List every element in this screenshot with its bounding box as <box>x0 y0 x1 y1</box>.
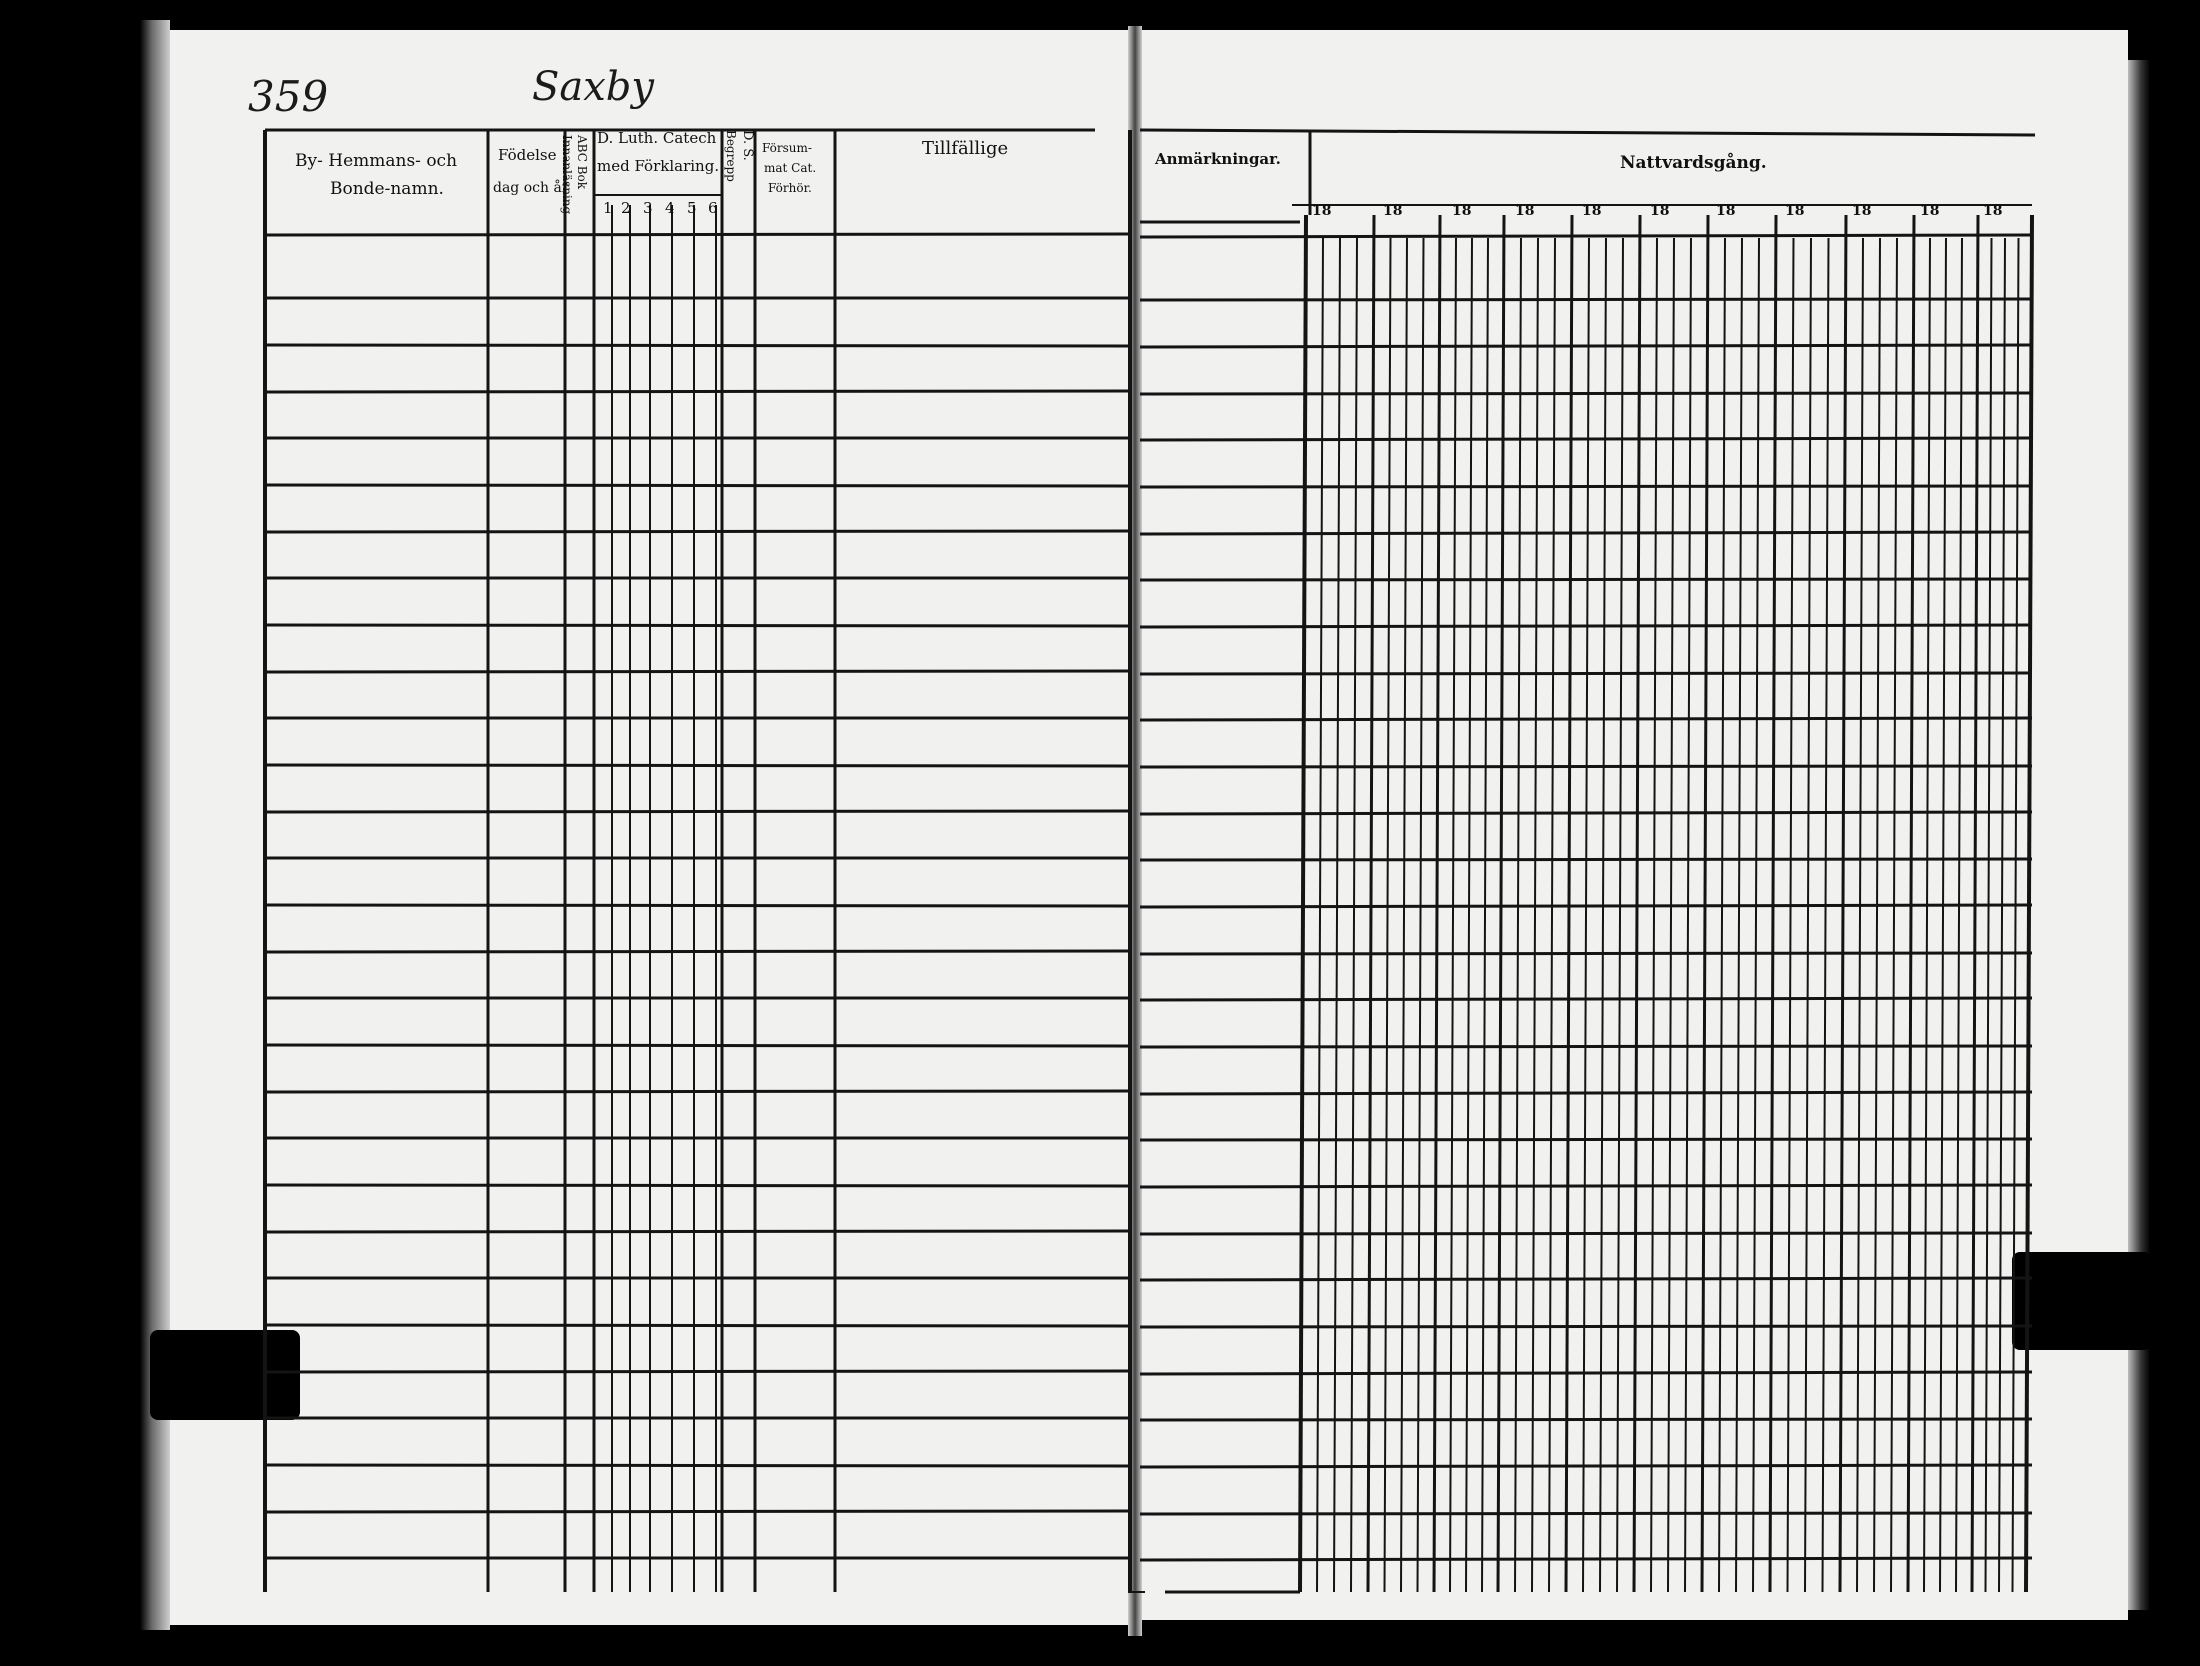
header-ds: D. S. <box>740 130 755 161</box>
right-row-rule <box>1140 1326 2032 1327</box>
luth-number-1: 1 <box>603 199 613 217</box>
year-label-7: 18 <box>1716 203 1736 219</box>
left-row-rule <box>265 531 1130 532</box>
year-label-4: 18 <box>1515 203 1535 219</box>
right-row-rule <box>1140 625 2032 627</box>
nattvard-subcolumn-rule <box>1401 238 1407 1592</box>
right-row-rule <box>1140 438 2032 440</box>
luth-number-3: 3 <box>643 199 653 217</box>
header-name-line1: By- Hemmans- och <box>295 151 458 171</box>
year-label-2: 18 <box>1383 203 1403 219</box>
nattvard-group-rule <box>1634 215 1640 1592</box>
left-row-rule <box>265 905 1130 906</box>
nattvard-group-rule <box>1434 215 1440 1592</box>
nattvard-group-rule <box>1770 215 1776 1592</box>
header-luth-line1: D. Luth. Catech <box>597 129 717 147</box>
right-row-rule <box>1140 1139 2032 1140</box>
right-row-rule <box>1140 1513 2032 1514</box>
right-row-rule <box>1140 1419 2032 1420</box>
nattvard-group-rule <box>2026 215 2032 1592</box>
nattvard-subcolumn-rule <box>1651 238 1657 1592</box>
header-begrepp: Begrepp <box>724 130 738 182</box>
nattvard-subcolumn-rule <box>1515 238 1521 1592</box>
right-row-rule <box>1140 235 2032 237</box>
year-label-8: 18 <box>1785 203 1805 219</box>
nattvard-subcolumn-rule <box>1891 238 1897 1592</box>
page-number: 359 <box>248 72 329 121</box>
header-abc-book: ABC Bok <box>575 135 589 190</box>
left-row-rule <box>265 234 1130 235</box>
nattvard-subcolumn-rule <box>1466 238 1472 1592</box>
left-row-rule <box>265 625 1130 626</box>
nattvard-subcolumn-rule <box>1753 238 1759 1592</box>
year-label-10: 18 <box>1920 203 1940 219</box>
left-row-rule <box>265 1325 1130 1326</box>
nattvard-subcolumn-rule <box>1719 238 1725 1592</box>
year-label-6: 18 <box>1650 203 1670 219</box>
nattvard-subcolumn-rule <box>1823 238 1829 1592</box>
nattvard-group-rule <box>1702 215 1708 1592</box>
right-row-rule <box>1140 579 2032 580</box>
nattvard-subcolumn-rule <box>1736 238 1742 1592</box>
right-row-rule <box>1140 905 2032 907</box>
header-name-line2: Bonde-namn. <box>330 179 444 199</box>
nattvard-group-rule <box>1566 215 1572 1592</box>
header-birth-line2: dag och år <box>493 180 569 196</box>
right-row-rule <box>1140 299 2032 300</box>
right-top-rule <box>1140 130 2035 135</box>
right-row-rule <box>1140 1465 2032 1467</box>
nattvard-subcolumn-rule <box>1956 238 1962 1592</box>
right-row-rule <box>1140 532 2032 534</box>
left-row-rule <box>265 1185 1130 1186</box>
right-row-rule <box>1140 393 2032 394</box>
nattvard-group-rule <box>1300 215 1306 1592</box>
left-row-rule <box>265 391 1130 392</box>
left-row-rule <box>265 1091 1130 1092</box>
nattvard-subcolumn-rule <box>1482 238 1488 1592</box>
year-label-5: 18 <box>1582 203 1602 219</box>
nattvard-subcolumn-rule <box>1351 238 1357 1592</box>
left-row-rule <box>265 485 1130 486</box>
nattvard-subcolumn-rule <box>1334 238 1340 1592</box>
luth-number-6: 6 <box>708 199 718 217</box>
header-forsum-line1: Försum- <box>762 141 812 155</box>
nattvard-subcolumn-rule <box>1450 238 1456 1592</box>
nattvard-subcolumn-rule <box>1685 238 1691 1592</box>
right-row-rule <box>1140 998 2032 1000</box>
year-label-3: 18 <box>1452 203 1472 219</box>
nattvard-subcolumn-rule <box>1532 238 1538 1592</box>
nattvard-group-rule <box>1368 215 1374 1592</box>
header-reading: Innanläsning <box>560 135 574 215</box>
right-row-rule <box>1140 1558 2032 1560</box>
left-row-rule <box>265 1371 1130 1372</box>
header-tillfallige: Tillfällige <box>922 138 1009 159</box>
luth-number-4: 4 <box>665 199 675 217</box>
right-row-rule <box>1140 486 2032 487</box>
nattvard-subcolumn-rule <box>1940 238 1946 1592</box>
place-name: Saxby <box>532 64 655 110</box>
header-birth-line1: Födelse <box>498 146 557 164</box>
nattvard-subcolumn-rule <box>1999 238 2005 1592</box>
header-nattvardsgang: Nattvardsgång. <box>1620 153 1767 173</box>
nattvard-subcolumn-rule <box>1583 238 1589 1592</box>
nattvard-subcolumn-rule <box>1857 238 1863 1592</box>
header-luth-line2: med Förklaring. <box>597 157 720 175</box>
header-forsum-line3: Förhör. <box>768 181 812 195</box>
right-row-rule <box>1140 1278 2032 1280</box>
luth-number-5: 5 <box>687 199 697 217</box>
left-row-rule <box>265 1045 1130 1046</box>
nattvard-subcolumn-rule <box>1385 238 1391 1592</box>
nattvard-subcolumn-rule <box>1549 238 1555 1592</box>
nattvard-subcolumn-rule <box>2013 238 2019 1592</box>
left-row-rule <box>265 345 1130 346</box>
nattvard-group-rule <box>1972 215 1978 1592</box>
right-row-rule <box>1140 812 2032 814</box>
left-row-rule <box>265 1465 1130 1466</box>
right-row-rule <box>1140 859 2032 860</box>
right-row-rule <box>1140 345 2032 347</box>
left-row-rule <box>265 811 1130 812</box>
header-forsum-line2: mat Cat. <box>764 161 817 175</box>
luth-number-2: 2 <box>621 199 631 217</box>
left-row-rule <box>265 951 1130 952</box>
left-row-rule <box>265 1231 1130 1232</box>
year-label-1: 18 <box>1312 203 1332 219</box>
nattvard-subcolumn-rule <box>1986 238 1992 1592</box>
nattvard-subcolumn-rule <box>1600 238 1606 1592</box>
year-label-11: 18 <box>1983 203 2003 219</box>
nattvard-group-rule <box>1840 215 1846 1592</box>
right-row-rule <box>1140 1092 2032 1094</box>
year-label-9: 18 <box>1852 203 1872 219</box>
right-row-rule <box>1140 766 2032 767</box>
left-row-rule <box>265 765 1130 766</box>
nattvard-subcolumn-rule <box>1805 238 1811 1592</box>
right-row-rule <box>1140 1372 2032 1374</box>
nattvard-subcolumn-rule <box>1788 238 1794 1592</box>
nattvard-group-rule <box>1908 215 1914 1592</box>
right-row-rule <box>1140 1046 2032 1047</box>
nattvard-subcolumn-rule <box>1617 238 1623 1592</box>
right-row-rule <box>1140 673 2032 674</box>
nattvard-subcolumn-rule <box>1418 238 1424 1592</box>
header-anmarkningar: Anmärkningar. <box>1155 150 1281 168</box>
nattvard-subcolumn-rule <box>1924 238 1930 1592</box>
nattvard-subcolumn-rule <box>1874 238 1880 1592</box>
left-row-rule <box>265 1511 1130 1512</box>
left-row-rule <box>265 671 1130 672</box>
right-row-rule <box>1140 1233 2032 1234</box>
right-row-rule <box>1140 953 2032 954</box>
nattvard-group-rule <box>1498 215 1504 1592</box>
right-row-rule <box>1140 1185 2032 1187</box>
nattvard-subcolumn-rule <box>1668 238 1674 1592</box>
right-row-rule <box>1140 718 2032 720</box>
